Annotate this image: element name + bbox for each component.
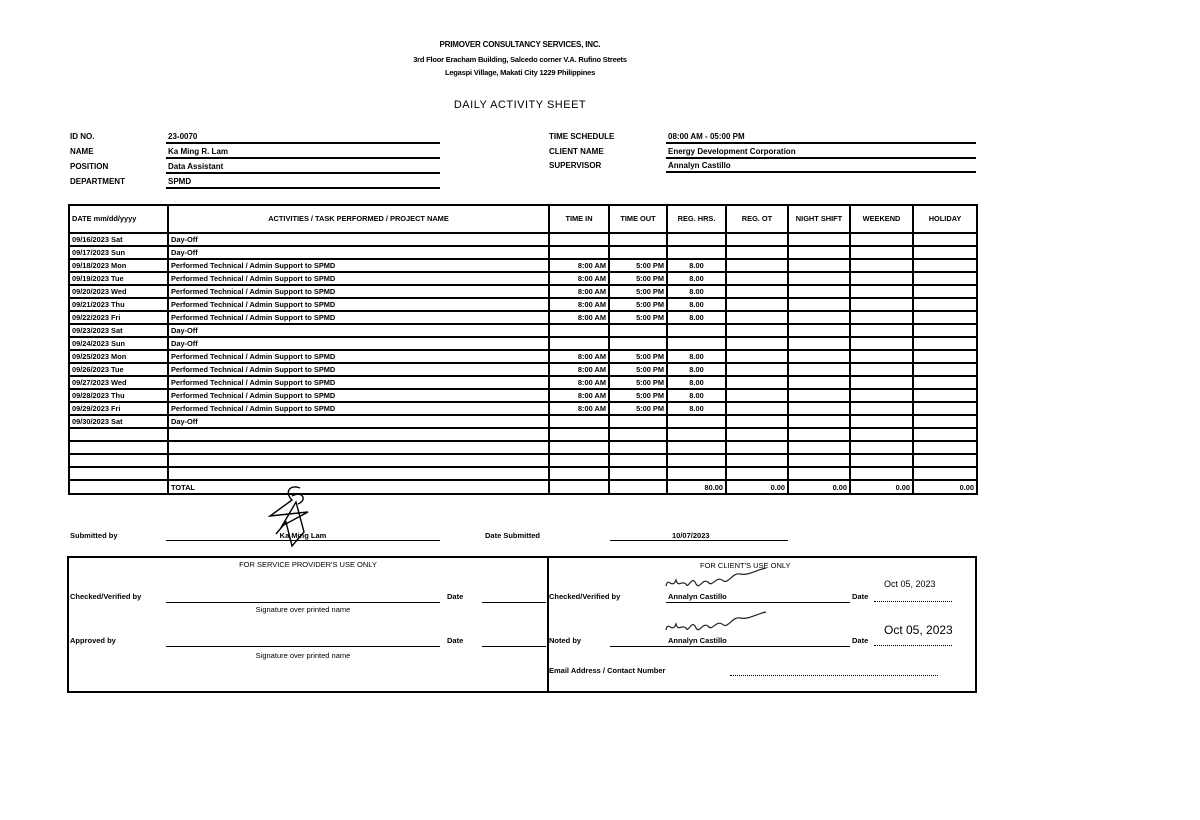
row-time-in: 8:00 AM <box>549 285 609 298</box>
position-value: Data Assistant <box>166 161 440 174</box>
company-address-1: 3rd Floor Eracham Building, Salcedo corner V.A. Rufino Streets <box>413 55 627 64</box>
row-time-out: 5:00 PM <box>609 298 667 311</box>
time-schedule-label: TIME SCHEDULE <box>549 132 615 141</box>
row-night-shift <box>788 246 850 259</box>
header-holiday: HOLIDAY <box>913 205 977 233</box>
provider-checked-label: Checked/Verified by <box>70 592 142 601</box>
row-night-shift <box>788 389 850 402</box>
row-holiday <box>913 376 977 389</box>
row-holiday <box>913 246 977 259</box>
row-night-shift <box>788 285 850 298</box>
row-weekend <box>850 363 913 376</box>
row-weekend <box>850 233 913 246</box>
row-reg-ot <box>726 402 788 415</box>
row-weekend <box>850 428 913 441</box>
total-holiday: 0.00 <box>913 480 977 494</box>
row-time-in: 8:00 AM <box>549 389 609 402</box>
row-reg-hrs <box>667 467 726 480</box>
submitted-by-value: Ka Ming Lam <box>279 531 327 540</box>
row-holiday <box>913 415 977 428</box>
row-weekend <box>850 259 913 272</box>
table-row <box>69 454 977 467</box>
row-night-shift <box>788 298 850 311</box>
row-weekend <box>850 376 913 389</box>
row-activity <box>168 467 549 480</box>
row-reg-ot <box>726 285 788 298</box>
row-time-in <box>549 441 609 454</box>
row-reg-hrs: 8.00 <box>667 363 726 376</box>
row-activity: Performed Technical / Admin Support to SPMD <box>168 376 549 389</box>
client-title: FOR CLIENT'S USE ONLY <box>700 561 791 570</box>
row-time-in <box>549 324 609 337</box>
row-reg-hrs: 8.00 <box>667 350 726 363</box>
row-holiday <box>913 363 977 376</box>
table-row <box>69 415 977 428</box>
row-date: 09/16/2023 Sat <box>69 233 168 246</box>
row-holiday <box>913 402 977 415</box>
row-date <box>69 441 168 454</box>
row-reg-ot <box>726 350 788 363</box>
client-checked-name: Annalyn Castillo <box>668 592 727 601</box>
row-reg-hrs: 8.00 <box>667 402 726 415</box>
company-address-2: Legaspi Village, Makati City 1229 Philippines <box>444 68 596 77</box>
row-holiday <box>913 311 977 324</box>
table-row <box>69 311 977 324</box>
row-night-shift <box>788 272 850 285</box>
provider-approved-caption: Signature over printed name <box>255 651 351 660</box>
row-night-shift <box>788 402 850 415</box>
row-activity: Day-Off <box>168 415 549 428</box>
header-reg-hrs: REG. HRS. <box>667 205 726 233</box>
row-activity: Performed Technical / Admin Support to SPMD <box>168 259 549 272</box>
table-row <box>69 233 977 246</box>
row-night-shift <box>788 233 850 246</box>
row-time-in <box>549 454 609 467</box>
row-reg-ot <box>726 363 788 376</box>
row-time-in <box>549 467 609 480</box>
table-row <box>69 324 977 337</box>
row-time-out <box>609 337 667 350</box>
row-reg-hrs: 8.00 <box>667 259 726 272</box>
row-time-in: 8:00 AM <box>549 402 609 415</box>
row-time-out <box>609 415 667 428</box>
row-night-shift <box>788 441 850 454</box>
row-time-out <box>609 324 667 337</box>
provider-box <box>67 556 549 693</box>
total-label: TOTAL <box>168 480 549 494</box>
row-date: 09/28/2023 Thu <box>69 389 168 402</box>
row-time-in: 8:00 AM <box>549 350 609 363</box>
total-reg-ot: 0.00 <box>726 480 788 494</box>
id-value: 23-0070 <box>166 131 440 144</box>
row-night-shift <box>788 324 850 337</box>
row-activity: Day-Off <box>168 337 549 350</box>
row-reg-ot <box>726 324 788 337</box>
id-label: ID NO. <box>70 132 95 141</box>
row-holiday <box>913 454 977 467</box>
row-reg-ot <box>726 428 788 441</box>
row-time-out: 5:00 PM <box>609 363 667 376</box>
row-holiday <box>913 324 977 337</box>
row-time-in <box>549 415 609 428</box>
client-checked-date: Oct 05, 2023 <box>884 579 936 589</box>
email-contact-label: Email Address / Contact Number <box>549 666 666 675</box>
row-activity: Performed Technical / Admin Support to SPMD <box>168 298 549 311</box>
department-label: DEPARTMENT <box>70 177 125 186</box>
row-activity: Performed Technical / Admin Support to SPMD <box>168 285 549 298</box>
row-reg-hrs: 8.00 <box>667 298 726 311</box>
row-date: 09/18/2023 Mon <box>69 259 168 272</box>
provider-approved-label: Approved by <box>70 636 116 645</box>
row-reg-hrs: 8.00 <box>667 389 726 402</box>
row-reg-hrs: 8.00 <box>667 311 726 324</box>
row-night-shift <box>788 363 850 376</box>
row-reg-ot <box>726 376 788 389</box>
client-name-label: CLIENT NAME <box>549 147 604 156</box>
row-reg-ot <box>726 454 788 467</box>
provider-checked-caption: Signature over printed name <box>255 605 351 614</box>
row-reg-ot <box>726 389 788 402</box>
row-time-in: 8:00 AM <box>549 311 609 324</box>
row-date: 09/17/2023 Sun <box>69 246 168 259</box>
row-weekend <box>850 415 913 428</box>
row-date: 09/24/2023 Sun <box>69 337 168 350</box>
client-name-value: Energy Development Corporation <box>666 146 976 159</box>
row-time-out <box>609 454 667 467</box>
header-reg-ot: REG. OT <box>726 205 788 233</box>
row-time-out: 5:00 PM <box>609 272 667 285</box>
row-night-shift <box>788 467 850 480</box>
row-activity: Performed Technical / Admin Support to SPMD <box>168 389 549 402</box>
row-reg-ot <box>726 298 788 311</box>
row-night-shift <box>788 259 850 272</box>
table-row <box>69 376 977 389</box>
row-reg-ot <box>726 259 788 272</box>
header-activities: ACTIVITIES / TASK PERFORMED / PROJECT NAME <box>168 205 549 233</box>
row-time-out: 5:00 PM <box>609 285 667 298</box>
supervisor-label: SUPERVISOR <box>549 161 602 170</box>
row-activity <box>168 441 549 454</box>
row-date: 09/22/2023 Fri <box>69 311 168 324</box>
row-activity: Performed Technical / Admin Support to SPMD <box>168 363 549 376</box>
date-submitted-value: 10/07/2023 <box>672 531 710 540</box>
row-night-shift <box>788 415 850 428</box>
row-activity: Day-Off <box>168 246 549 259</box>
client-noted-date: Oct 05, 2023 <box>884 623 953 637</box>
header-time-in: TIME IN <box>549 205 609 233</box>
row-date: 09/19/2023 Tue <box>69 272 168 285</box>
row-date <box>69 428 168 441</box>
row-reg-ot <box>726 272 788 285</box>
row-activity: Day-Off <box>168 324 549 337</box>
row-time-out <box>609 246 667 259</box>
table-row <box>69 467 977 480</box>
row-reg-ot <box>726 233 788 246</box>
row-time-out: 5:00 PM <box>609 402 667 415</box>
row-time-in <box>549 337 609 350</box>
activity-table <box>68 204 978 495</box>
row-time-in: 8:00 AM <box>549 272 609 285</box>
row-activity <box>168 454 549 467</box>
row-reg-hrs: 8.00 <box>667 376 726 389</box>
row-date: 09/21/2023 Thu <box>69 298 168 311</box>
row-date: 09/25/2023 Mon <box>69 350 168 363</box>
table-row <box>69 428 977 441</box>
position-label: POSITION <box>70 162 109 171</box>
row-night-shift <box>788 337 850 350</box>
row-holiday <box>913 428 977 441</box>
row-activity: Performed Technical / Admin Support to SPMD <box>168 350 549 363</box>
row-date: 09/26/2023 Tue <box>69 363 168 376</box>
total-night: 0.00 <box>788 480 850 494</box>
header-weekend: WEEKEND <box>850 205 913 233</box>
row-holiday <box>913 285 977 298</box>
row-date <box>69 467 168 480</box>
supervisor-value: Annalyn Castillo <box>666 160 976 173</box>
table-row <box>69 402 977 415</box>
row-activity: Performed Technical / Admin Support to SPMD <box>168 311 549 324</box>
row-date: 09/29/2023 Fri <box>69 402 168 415</box>
table-row <box>69 350 977 363</box>
row-reg-hrs: 8.00 <box>667 272 726 285</box>
row-weekend <box>850 337 913 350</box>
row-time-out: 5:00 PM <box>609 259 667 272</box>
row-holiday <box>913 350 977 363</box>
row-time-out <box>609 441 667 454</box>
row-activity <box>168 428 549 441</box>
row-weekend <box>850 285 913 298</box>
row-reg-hrs <box>667 324 726 337</box>
row-night-shift <box>788 350 850 363</box>
row-reg-ot <box>726 441 788 454</box>
row-weekend <box>850 311 913 324</box>
row-activity: Day-Off <box>168 233 549 246</box>
total-weekend: 0.00 <box>850 480 913 494</box>
company-name: PRIMOVER CONSULTANCY SERVICES, INC. <box>439 40 601 49</box>
row-reg-hrs <box>667 246 726 259</box>
provider-title: FOR SERVICE PROVIDER'S USE ONLY <box>239 560 377 569</box>
row-time-out: 5:00 PM <box>609 311 667 324</box>
table-row <box>69 285 977 298</box>
header-time-out: TIME OUT <box>609 205 667 233</box>
row-holiday <box>913 272 977 285</box>
row-reg-hrs <box>667 415 726 428</box>
row-time-out <box>609 233 667 246</box>
name-value: Ka Ming R. Lam <box>166 146 440 159</box>
row-reg-hrs <box>667 441 726 454</box>
row-reg-hrs <box>667 428 726 441</box>
row-reg-ot <box>726 311 788 324</box>
row-holiday <box>913 259 977 272</box>
row-weekend <box>850 272 913 285</box>
row-weekend <box>850 246 913 259</box>
client-checked-date-label: Date <box>852 592 869 601</box>
row-time-out: 5:00 PM <box>609 389 667 402</box>
header-night-shift: NIGHT SHIFT <box>788 205 850 233</box>
table-row <box>69 363 977 376</box>
row-weekend <box>850 324 913 337</box>
time-schedule-value: 08:00 AM - 05:00 PM <box>666 131 976 144</box>
table-row <box>69 259 977 272</box>
provider-approved-date-label: Date <box>447 636 464 645</box>
header-date: DATE mm/dd/yyyy <box>69 205 168 233</box>
row-date: 09/27/2023 Wed <box>69 376 168 389</box>
row-weekend <box>850 454 913 467</box>
table-row <box>69 441 977 454</box>
row-date <box>69 454 168 467</box>
row-date: 09/30/2023 Sat <box>69 415 168 428</box>
row-weekend <box>850 350 913 363</box>
row-weekend <box>850 389 913 402</box>
row-reg-hrs: 8.00 <box>667 285 726 298</box>
row-holiday <box>913 233 977 246</box>
row-reg-hrs <box>667 454 726 467</box>
row-time-in: 8:00 AM <box>549 259 609 272</box>
client-noted-date-label: Date <box>852 636 869 645</box>
row-reg-ot <box>726 246 788 259</box>
row-weekend <box>850 402 913 415</box>
page-title: DAILY ACTIVITY SHEET <box>453 99 587 111</box>
client-noted-name: Annalyn Castillo <box>668 636 727 645</box>
row-holiday <box>913 467 977 480</box>
row-activity: Performed Technical / Admin Support to SPMD <box>168 402 549 415</box>
row-night-shift <box>788 428 850 441</box>
row-reg-ot <box>726 337 788 350</box>
total-row <box>69 480 977 494</box>
row-night-shift <box>788 311 850 324</box>
row-time-in <box>549 246 609 259</box>
row-activity: Performed Technical / Admin Support to SPMD <box>168 272 549 285</box>
department-value: SPMD <box>166 176 440 189</box>
row-time-out: 5:00 PM <box>609 350 667 363</box>
client-checked-label: Checked/Verified by <box>549 592 621 601</box>
table-row <box>69 272 977 285</box>
table-row <box>69 389 977 402</box>
row-time-out <box>609 467 667 480</box>
row-time-in: 8:00 AM <box>549 298 609 311</box>
row-weekend <box>850 467 913 480</box>
row-date: 09/20/2023 Wed <box>69 285 168 298</box>
date-submitted-label: Date Submitted <box>485 531 541 540</box>
client-noted-label: Noted by <box>549 636 582 645</box>
table-row <box>69 337 977 350</box>
row-time-in <box>549 428 609 441</box>
name-label: NAME <box>70 147 94 156</box>
submitted-by-label: Submitted by <box>70 531 118 540</box>
provider-checked-date-label: Date <box>447 592 464 601</box>
table-row <box>69 246 977 259</box>
row-holiday <box>913 298 977 311</box>
table-row <box>69 298 977 311</box>
row-time-in: 8:00 AM <box>549 363 609 376</box>
row-night-shift <box>788 454 850 467</box>
row-weekend <box>850 441 913 454</box>
row-time-out <box>609 428 667 441</box>
row-reg-hrs <box>667 233 726 246</box>
row-night-shift <box>788 376 850 389</box>
total-reg-hrs: 80.00 <box>667 480 726 494</box>
row-reg-ot <box>726 467 788 480</box>
row-reg-hrs <box>667 337 726 350</box>
row-time-out: 5:00 PM <box>609 376 667 389</box>
row-holiday <box>913 441 977 454</box>
row-holiday <box>913 337 977 350</box>
row-holiday <box>913 389 977 402</box>
row-weekend <box>850 298 913 311</box>
row-date: 09/23/2023 Sat <box>69 324 168 337</box>
row-time-in: 8:00 AM <box>549 376 609 389</box>
row-time-in <box>549 233 609 246</box>
row-reg-ot <box>726 415 788 428</box>
